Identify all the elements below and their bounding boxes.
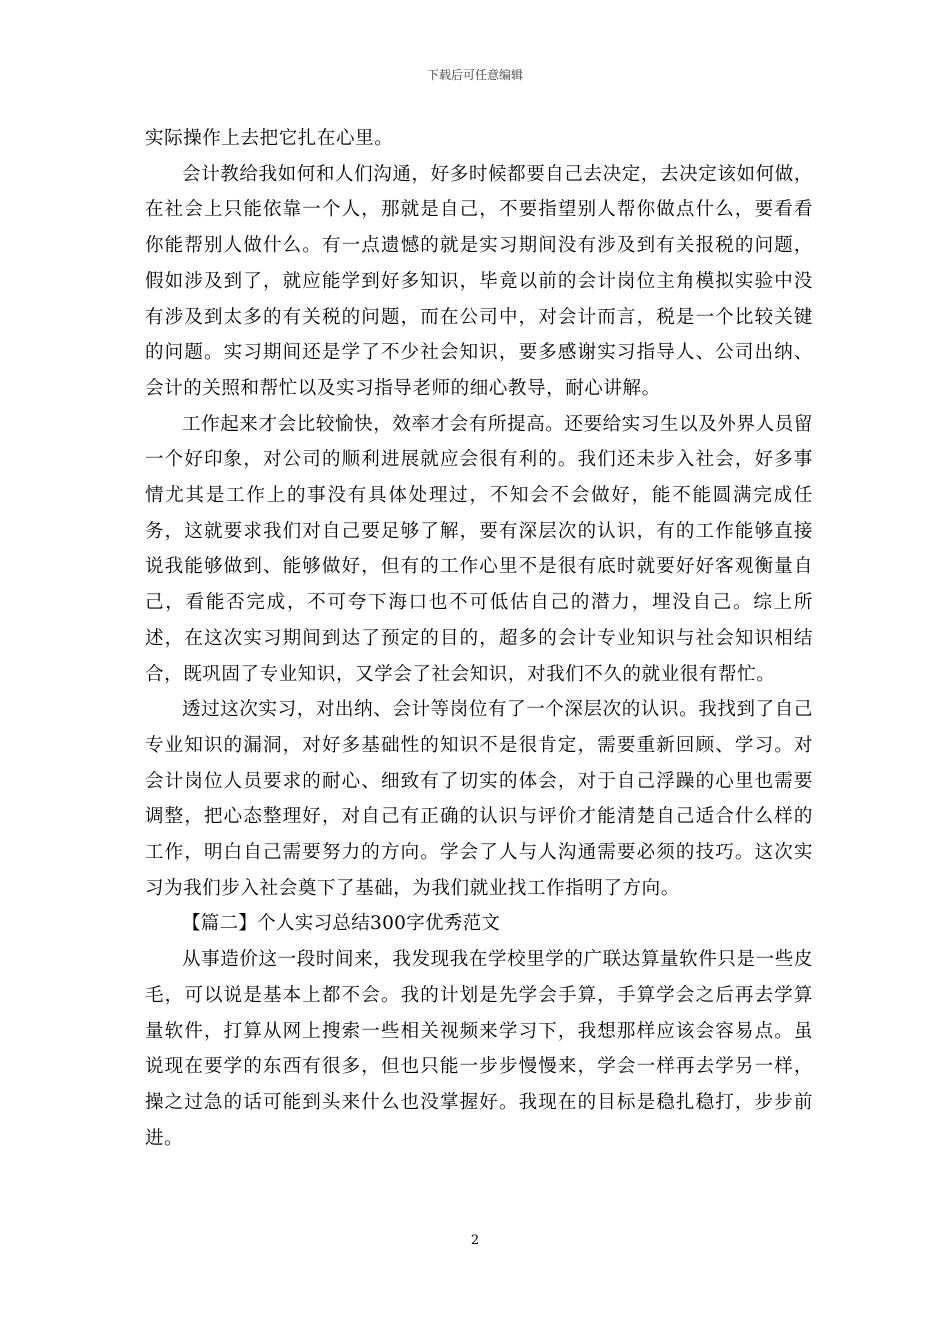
- paragraph-cost-estimation: 从事造价这一段时间来，我发现我在学校里学的广联达算量软件只是一些皮毛，可以说是基本上都不会。我的计划是先学会手算，手算学会之后再去学算量软件，打算从网上搜索一些相关视频来学习下，我想那样应该会容易点。虽说现在要学的东西有很多，但也只能一步步慢慢来，学会一样再去学另一样，操之过急的话可能到头来什么也没掌握好。我现在的目标是稳扎稳打，步步前进。: [145, 949, 813, 1149]
- paragraph-work-efficiency: 工作起来才会比较愉快，效率才会有所提高。还要给实习生以及外界人员留一个好印象，对公司的顺利进展就应会很有利的。我们还未步入社会，好多事情尤其是工作上的事没有具体处理过，不知会不会做好，能不能圆满完成任务，这就要求我们对自己要足够了解，要有深层次的认识，有的工作能够直接说我能够做到、能够做好，但有的工作心里不是很有底时就要好好客观衡量自己，看能否完成，不可夸下海口也不可低估自己的潜力，埋没自己。综上所述，在这次实习期间到达了预定的目的，超多的会计专业知识与社会知识相结合，既巩固了专业知识，又学会了社会知识，对我们不久的就业很有帮忙。: [145, 413, 813, 685]
- paragraph-internship-insights: 透过这次实习，对出纳、会计等岗位有了一个深层次的认识。我找到了自己专业知识的漏洞，对好多基础性的知识不是很肯定，需要重新回顾、学习。对会计岗位人员要求的耐心、细致有了切实的体会，对于自己浮躁的心里也需要调整，把心态整理好，对自己有正确的认识与评价才能清楚自己适合什么样的工作，明白自己需要努力的方向。学会了人与人沟通需要必须的技巧。这次实习为我们步入社会奠下了基础，为我们就业找工作指明了方向。: [145, 699, 813, 899]
- paragraph-accounting-communication: 会计教给我如何和人们沟通，好多时候都要自己去决定，去决定该如何做，在社会上只能依靠一个人，那就是自己，不要指望别人帮你做点什么，要看看你能帮别人做什么。有一点遗憾的就是实习期间没有涉及到有关报税的问题，假如涉及到了，就应能学到好多知识，毕竟以前的会计岗位主角模拟实验中没有涉及到太多的有关税的问题，而在公司中，对会计而言，税是一个比较关键的问题。实习期间还是学了不少社会知识，要多感谢实习指导人、公司出纳、会计的关照和帮忙以及实习指导老师的细心教导，耐心讲解。: [145, 163, 813, 399]
- section-heading: 【篇二】个人实习总结300字优秀范文: [182, 913, 501, 935]
- paragraph-continuation: 实际操作上去把它扎在心里。: [145, 128, 394, 149]
- document-body: [145, 121, 813, 1156]
- page-header: 下载后可任意编辑: [426, 68, 523, 82]
- page-number: 2: [470, 1233, 480, 1248]
